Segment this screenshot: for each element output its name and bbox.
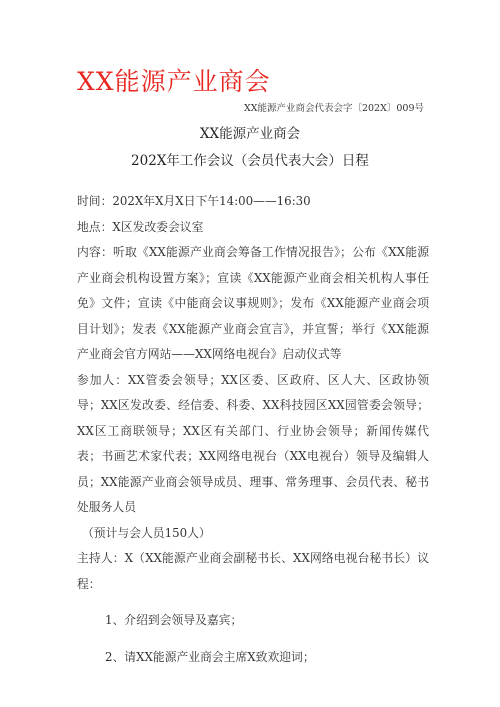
place-line: 地点：X区发改委会议室 [77,219,204,234]
time-line: 时间：202X年X月X日下午14:00——16:30 [77,194,311,208]
host-line: 主持人：X（XX能源产业商会副秘书长、XX网络电视台秘书长）议程： [77,551,429,591]
content-line: 内容：听取《XX能源产业商会筹备工作情况报告》；公布《XX能源产业商会机构设置方案》；宣读《XX能源产业商会相关机构人事任免》文件；宣读《中能商会议事规则》；发布《XX能源产业商会项目计划》；发表《XX能源产业商会宣言》，并宣誓；举行《XX能源产业商会官方网站——XX网络电视台》启动仪式等 [77,245,429,361]
document-body [77,189,429,670]
participants-note: （预计与会人员150人） [82,525,211,540]
participants-line: 参加人：XX管委会领导；XX区委、区政府、区人大、区政协领导；XX区发改委、经信委、科委、XX科技园区XX园管委会领导；XX区工商联领导；XX区有关部门、行业协会领导；新闻传媒代表；书画艺术家代表；XX网络电视台（XX电视台）领导及编辑人员；XX能源产业商会领导成员、理事、常务理事、会员代表、秘书处服务人员 [77,372,429,514]
document-number: XX能源产业商会代表会字〔202X〕009号 [243,103,424,114]
org-header-title: XX能源产业商会 [77,67,271,96]
document-title-line-2: 202X年工作会议（会员代表大会）日程 [131,153,369,169]
agenda-list [77,608,429,670]
agenda-item: 1、介绍到会领导及嘉宾； [105,613,243,627]
document-title-line-1: XX能源产业商会 [199,126,301,142]
agenda-item: 2、请XX能源产业商会主席X致欢迎词； [105,649,315,664]
